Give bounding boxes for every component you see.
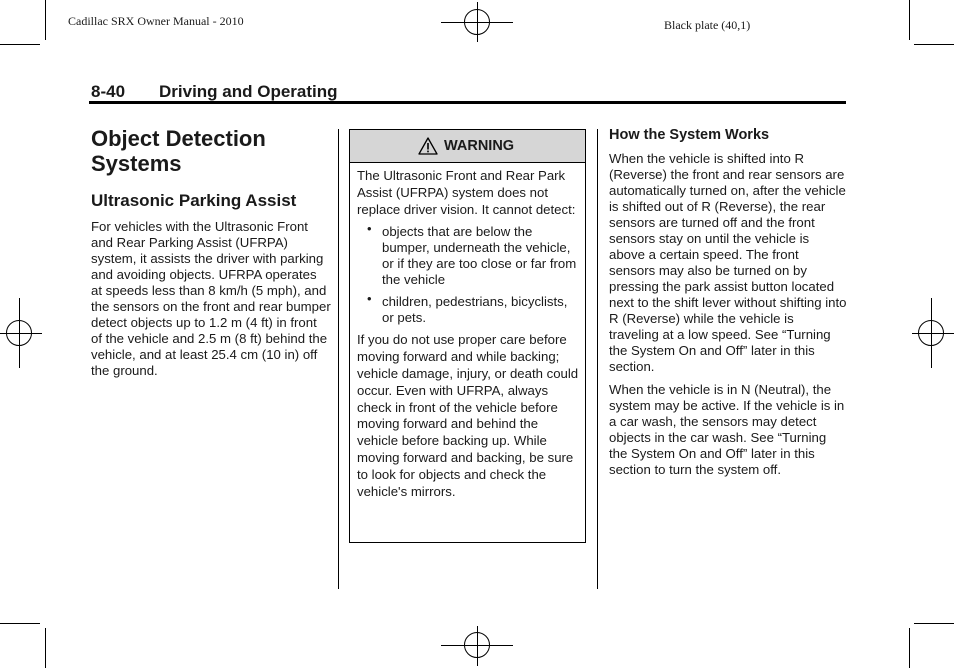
warning-closing: If you do not use proper care before moving forward and while backing; vehicle damage, injury, or death could occur. Even with UFRPA, always check in front of the vehicle before moving forward and behind the vehicle before backing up. While moving forward and backing, be sure to look for objects and check the vehicle's mirrors. [357,332,579,499]
column-divider-left [338,129,339,589]
column-divider-right [597,129,598,589]
how-it-works-paragraph-1: When the vehicle is shifted into R (Reverse) the front and rear sensors are automatically turned on, after the vehicle is shifted out of R (Reverse), the rear sensors are turned off and the front sensors stay on until the vehicle is above a certain speed. The front sensors may also be turned on by pressing the park assist button located next to the shift lever without shifting into R (Reverse) while the vehicle is traveling at a low speed. See “Turning the System On and Off” later in this section. [609,151,847,374]
page-number: 8-40 [91,82,126,101]
how-it-works-paragraph-2: When the vehicle is in N (Neutral), the system may be active. If the vehicle is in a car wash, the sensors may detect objects in the car wash. See “Turning the System On and Off” later in this section to turn the system off. [609,382,845,477]
warning-bullet [357,291,581,326]
intro-paragraph: For vehicles with the Ultrasonic Front and Rear Parking Assist (UFRPA) system, it assists the driver with parking and avoiding objects. UFRPA operates at speeds less than 8 km/h (5 mph), and the sensors on the front and rear bumper detect objects up to 1.2 m (4 ft) in front of the vehicle and 2.5 m (8 ft) behind the vehicle, and at least 25.4 cm (10 in) off the ground. [91,219,331,378]
warning-content [357,168,581,506]
subtitle: Ultrasonic Parking Assist [91,191,297,210]
warning-bullet [357,221,581,288]
warning-bullet-text: children, pedestrians, bicyclists, or pets. [382,294,568,326]
warning-label: WARNING [444,138,515,154]
page-title: Object Detection Systems [91,126,266,176]
how-it-works-body [609,151,847,485]
plate-label: Black plate (40,1) [664,18,751,32]
how-it-works-heading: How the System Works [609,127,770,143]
warning-triangle-icon [418,137,438,155]
bullet-dot-icon: • [367,221,372,237]
warning-box [349,129,586,543]
section-title: Driving and Operating [159,82,338,101]
warning-bullet-text: objects that are below the bumper, underneath the vehicle, or if they are too close or far from the vehicle [382,224,577,288]
section-rule [89,101,846,104]
warning-intro: The Ultrasonic Front and Rear Park Assist (UFRPA) system does not replace driver vision. It cannot detect: [357,168,576,217]
manual-title: Cadillac SRX Owner Manual - 2010 [68,14,244,28]
bullet-dot-icon: • [367,291,372,307]
warning-header [350,130,585,163]
